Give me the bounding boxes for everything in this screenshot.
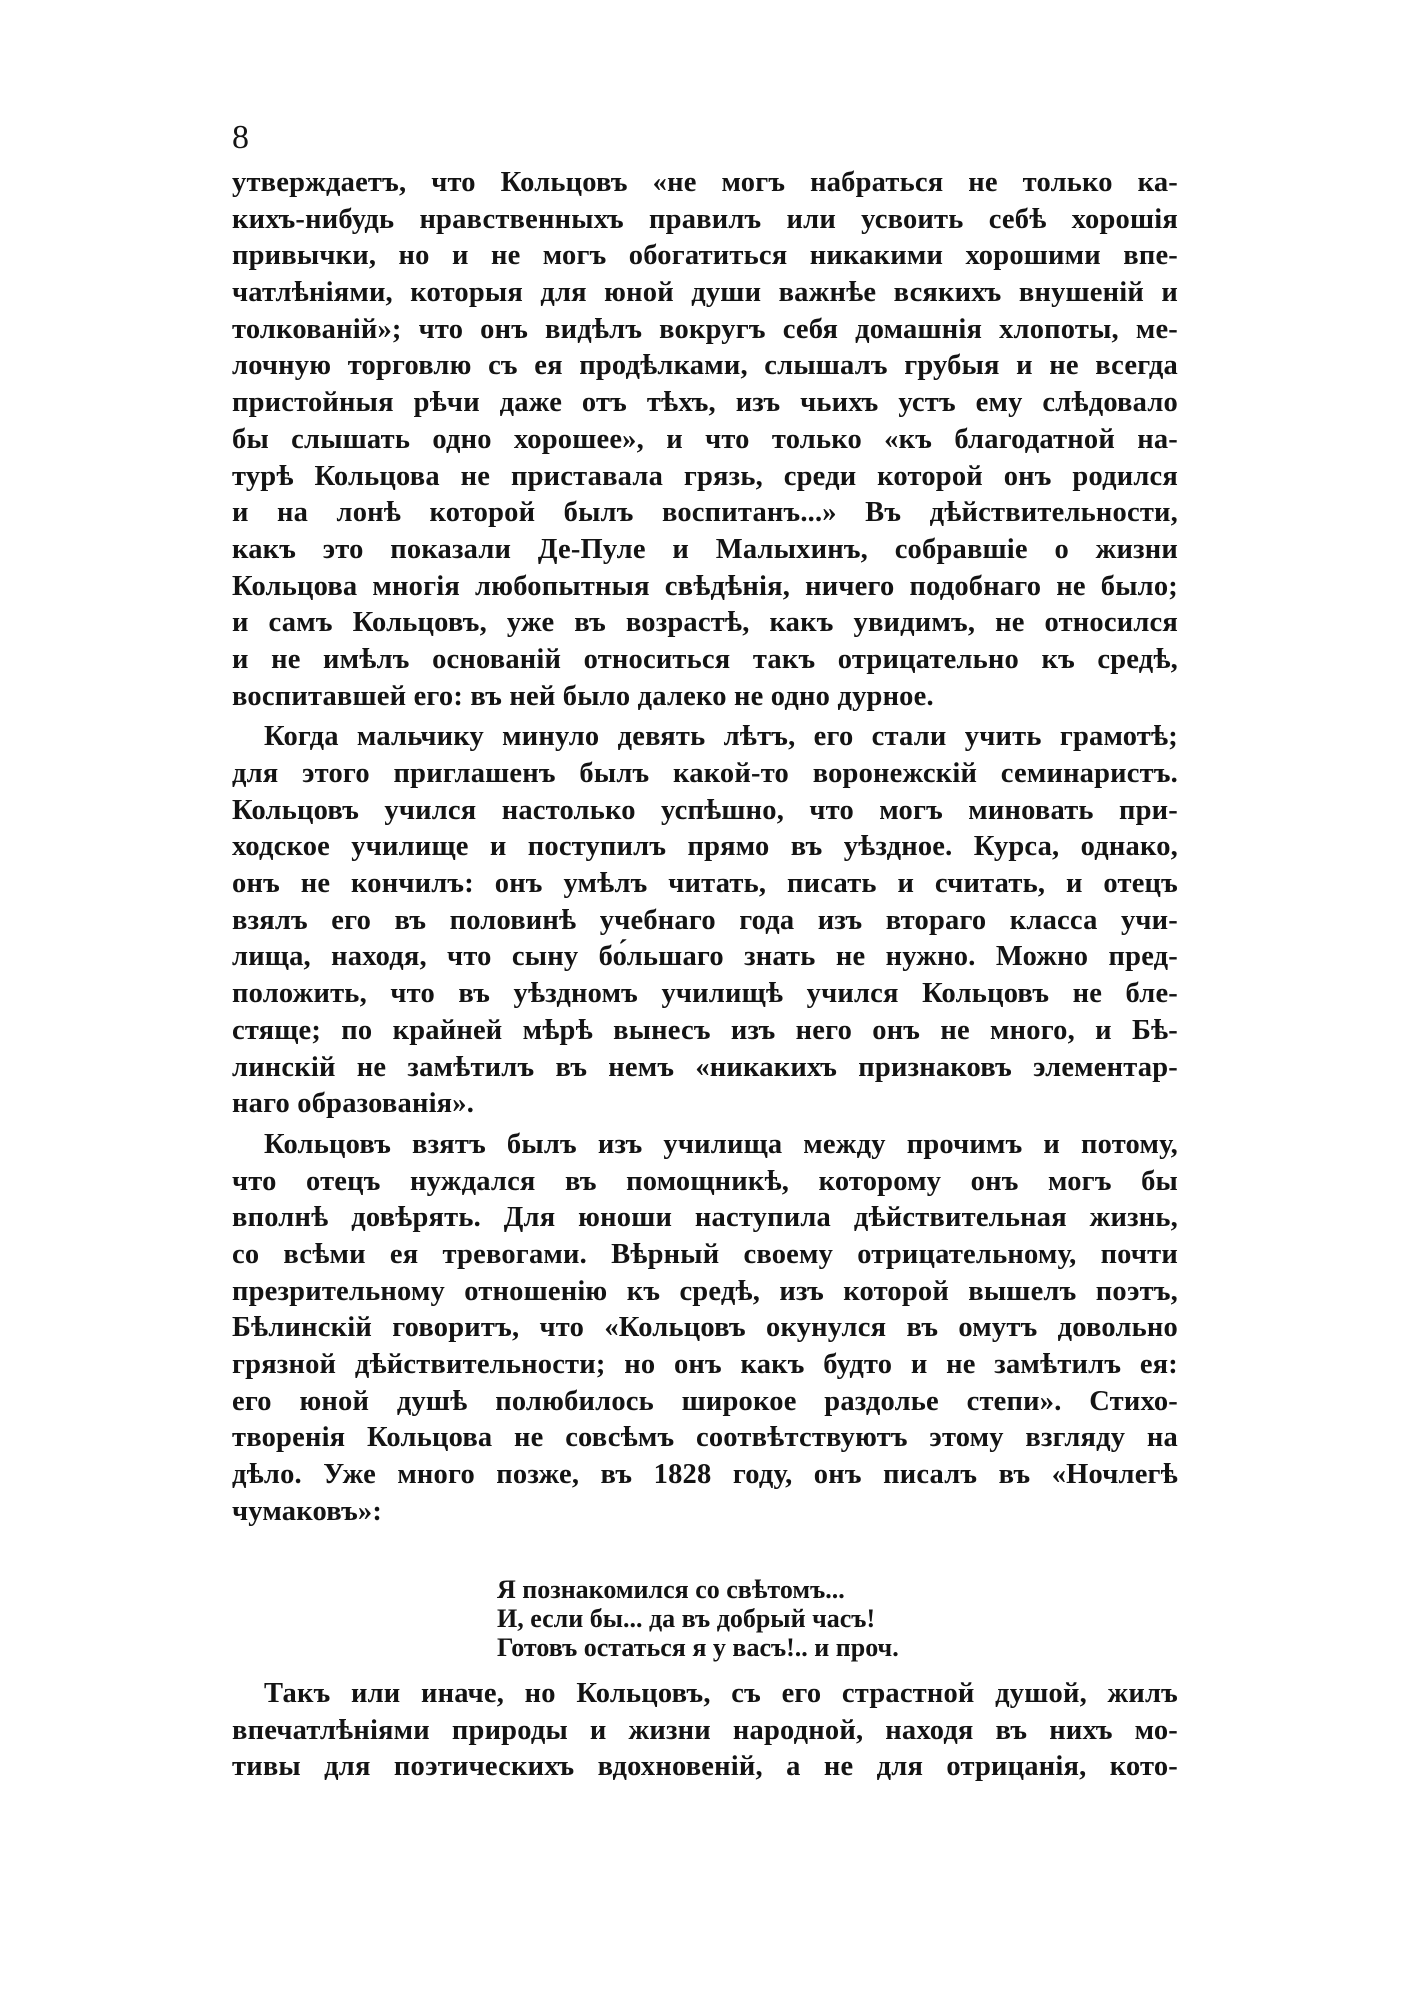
text-line: воспитавшей его: въ ней было далеко не одно дурное. [232, 680, 934, 712]
text-line: кихъ-нибудь нравственныхъ правилъ или усвоить себѣ хорошія [232, 203, 1178, 235]
text-line: и не имѣлъ основаній относиться такъ отрицательно къ средѣ, [232, 643, 1178, 675]
text-line: Кольцовъ учился настолько успѣшно, что могъ миновать при- [232, 794, 1178, 826]
text-line: чатлѣніями, которыя для юной души важнѣе всякихъ внушеній и [232, 277, 1178, 309]
text-line: толкованій»; что онъ видѣлъ вокругъ себя домашнія хлопоты, ме- [232, 313, 1178, 345]
text-line: его юной душѣ полюбилось широкое раздолье степи». Стихо- [232, 1385, 1178, 1417]
text-line: взялъ его въ половинѣ учебнаго года изъ втораго класса учи- [232, 904, 1178, 936]
text-line: утверждаетъ, что Кольцовъ «не могъ набраться не только ка- [232, 167, 1178, 198]
text-line: наго образованія». [232, 1088, 475, 1120]
text-line: Кольцовъ взятъ былъ изъ училища между прочимъ и потому, [264, 1128, 1178, 1160]
text-line: Кольцова многія любопытныя свѣдѣнія, ничего подобнаго не было; [232, 570, 1178, 602]
text-line: положить, что въ уѣздномъ училищѣ учился Кольцовъ не бле- [232, 978, 1178, 1010]
text-line: лочную торговлю съ ея продѣлками, слышалъ грубыя и не всегда [232, 350, 1178, 382]
text-line: лища, находя, что сыну бо́льшаго знать не нужно. Можно пред- [232, 941, 1178, 973]
paragraph-2 [232, 719, 1178, 1123]
text-line: презрительному отношенію къ средѣ, изъ которой вышелъ поэтъ, [232, 1275, 1178, 1307]
text-line: бы слышать одно хорошее», и что только «къ благодатной на- [232, 423, 1178, 455]
paragraph-4 [232, 1676, 1178, 1786]
verse-line: Готовъ остаться я у васъ!.. и проч. [497, 1633, 899, 1662]
text-line: и самъ Кольцовъ, уже въ возрастѣ, какъ увидимъ, не относился [232, 607, 1178, 639]
text-line: чумаковъ»: [232, 1495, 383, 1527]
text-line: линскій не замѣтилъ въ немъ «никакихъ признаковъ элементар- [232, 1051, 1178, 1083]
text-line: привычки, но и не могъ обогатиться никакими хорошими впе- [232, 240, 1178, 272]
text-line: турѣ Кольцова не приставала грязь, среди которой онъ родился [232, 460, 1178, 492]
verse-quotation [497, 1575, 899, 1662]
text-line: Такъ или иначе, но Кольцовъ, съ его страстной душой, жилъ [264, 1678, 1178, 1709]
text-line: онъ не кончилъ: онъ умѣлъ читать, писать и считать, и отецъ [232, 868, 1178, 900]
paragraph-1 [232, 165, 1178, 715]
text-line: впечатлѣніями природы и жизни народной, находя въ нихъ мо- [232, 1714, 1178, 1746]
text-line: и на лонѣ которой былъ воспитанъ...» Въ дѣйствительности, [232, 497, 1178, 529]
verse-line: И, если бы... да въ добрый часъ! [497, 1604, 876, 1633]
verse-line: Я познакомился со свѣтомъ... [497, 1575, 845, 1604]
text-line: творенія Кольцова не совсѣмъ соотвѣтствуютъ этому взгляду на [232, 1422, 1178, 1454]
main-text [232, 165, 1178, 1530]
paragraph-3 [232, 1127, 1178, 1531]
text-line: со всѣми ея тревогами. Вѣрный своему отрицательному, почти [232, 1238, 1178, 1270]
page-number: 8 [232, 119, 249, 156]
text-line: грязной дѣйствительности; но онъ какъ будто и не замѣтилъ ея: [232, 1349, 1178, 1380]
text-line: для этого приглашенъ былъ какой-то воронежскій семинаристъ. [232, 758, 1178, 789]
text-line: вполнѣ довѣрять. Для юноши наступила дѣйствительная жизнь, [232, 1202, 1178, 1234]
text-line: Когда мальчику минуло девять лѣтъ, его стали учить грамотѣ; [264, 721, 1178, 753]
text-line: дѣло. Уже много позже, въ 1828 году, онъ писалъ въ «Ночлегѣ [232, 1459, 1178, 1491]
text-line: тивы для поэтическихъ вдохновеній, а не для отрицанія, кото- [232, 1751, 1178, 1783]
text-line: стяще; по крайней мѣрѣ вынесъ изъ него онъ не много, и Бѣ- [232, 1014, 1178, 1046]
text-line: пристойныя рѣчи даже отъ тѣхъ, изъ чьихъ устъ ему слѣдовало [232, 387, 1178, 419]
text-line: Бѣлинскій говоритъ, что «Кольцовъ окунулся въ омутъ довольно [232, 1312, 1178, 1344]
text-line: что отецъ нуждался въ помощникѣ, которому онъ могъ бы [232, 1165, 1178, 1197]
text-line: какъ это показали Де-Пуле и Малыхинъ, собравшіе о жизни [232, 533, 1178, 565]
text-line: ходское училище и поступилъ прямо въ уѣздное. Курса, однако, [232, 831, 1178, 863]
